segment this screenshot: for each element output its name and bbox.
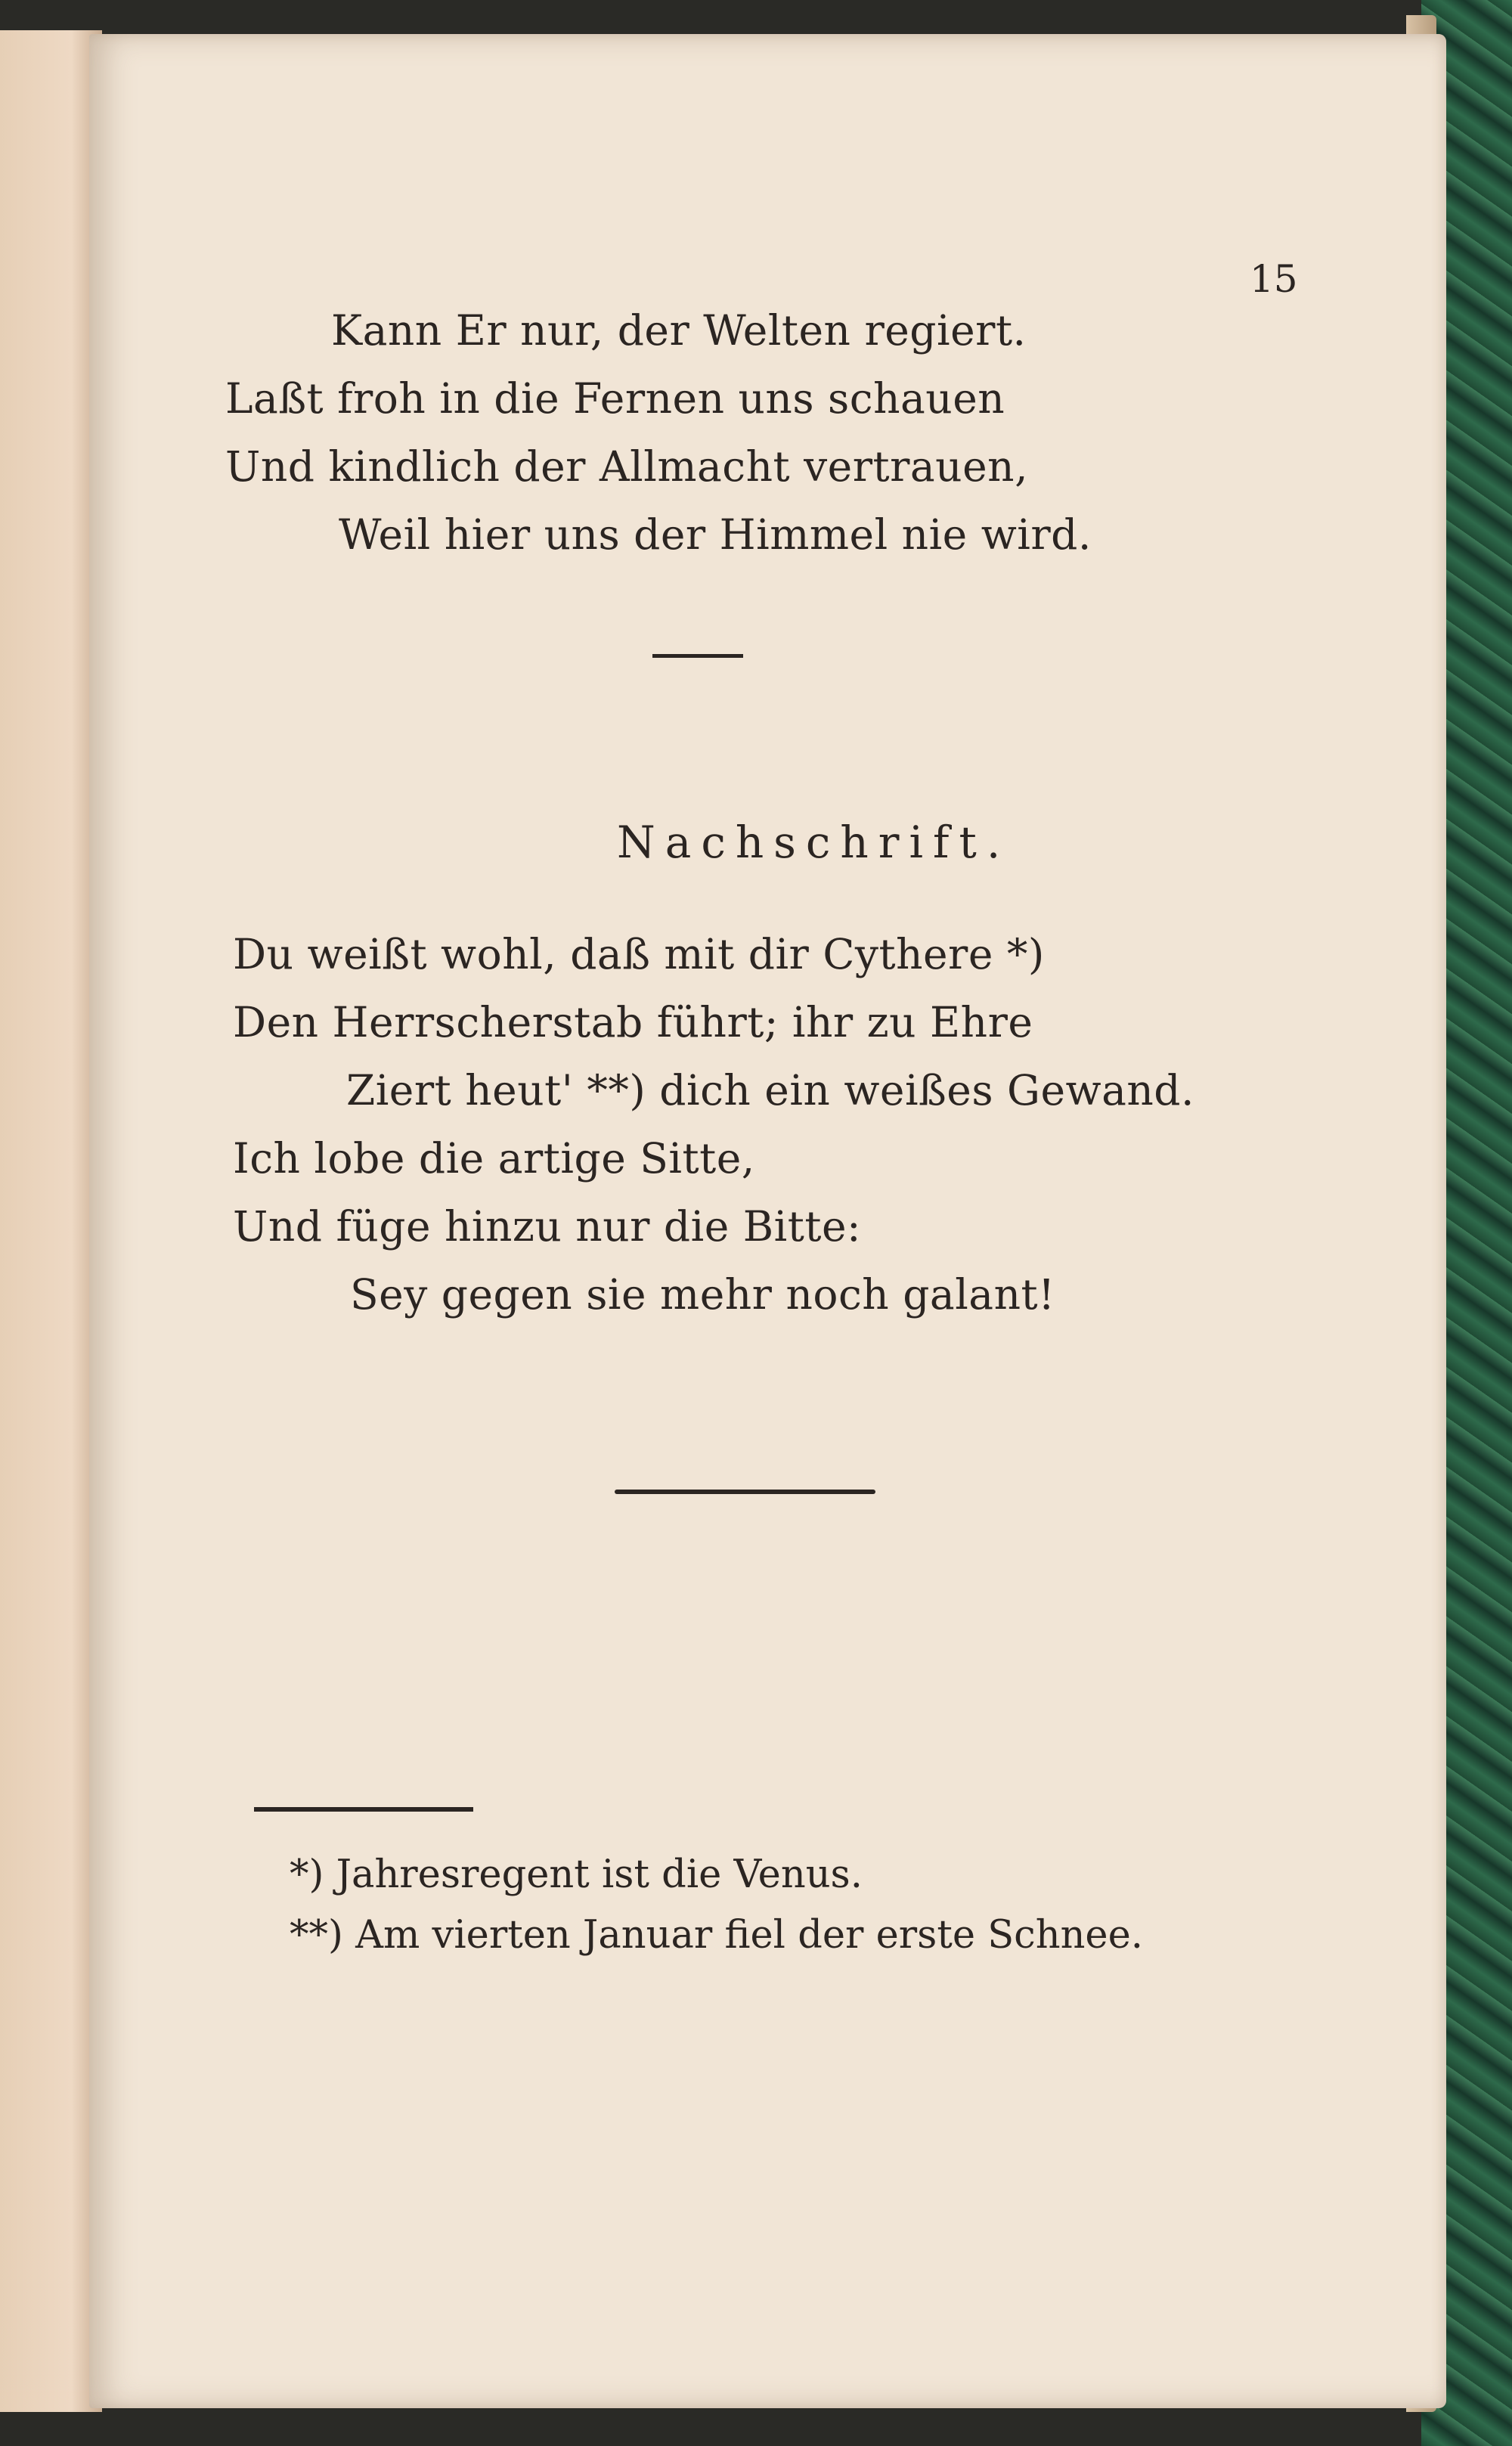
page-number: 15	[1250, 257, 1298, 301]
verse-line: Kann Er nur, der Welten regiert.	[331, 306, 1027, 355]
verse-line: Laßt froh in die Fernen uns schauen	[225, 374, 1005, 423]
facing-page-edge	[0, 30, 102, 2412]
verse-line: Du weißt wohl, daß mit dir Cythere *)	[233, 930, 1045, 978]
verse-line: Und kindlich der Allmacht vertrauen,	[225, 442, 1029, 491]
footnote-rule	[254, 1807, 473, 1812]
verse-line: Ziert heut' **) dich ein weißes Gewand.	[346, 1066, 1194, 1114]
end-rule	[615, 1490, 875, 1494]
book-page	[89, 34, 1446, 2408]
verse-line: Den Herrscherstab führt; ihr zu Ehre	[233, 998, 1033, 1046]
verse-line: Sey gegen sie mehr noch galant!	[350, 1270, 1055, 1319]
verse-line: Ich lobe die artige Sitte,	[233, 1134, 755, 1183]
verse-line: Weil hier uns der Himmel nie wird.	[339, 510, 1092, 559]
footnote: **) Am vierten Januar fiel der erste Schnee.	[290, 1913, 1143, 1958]
section-divider	[652, 654, 743, 658]
section-heading: Nachschrift.	[617, 817, 1011, 868]
footnote: *) Jahresregent ist die Venus.	[290, 1852, 863, 1897]
verse-line: Und füge hinzu nur die Bitte:	[233, 1202, 862, 1251]
